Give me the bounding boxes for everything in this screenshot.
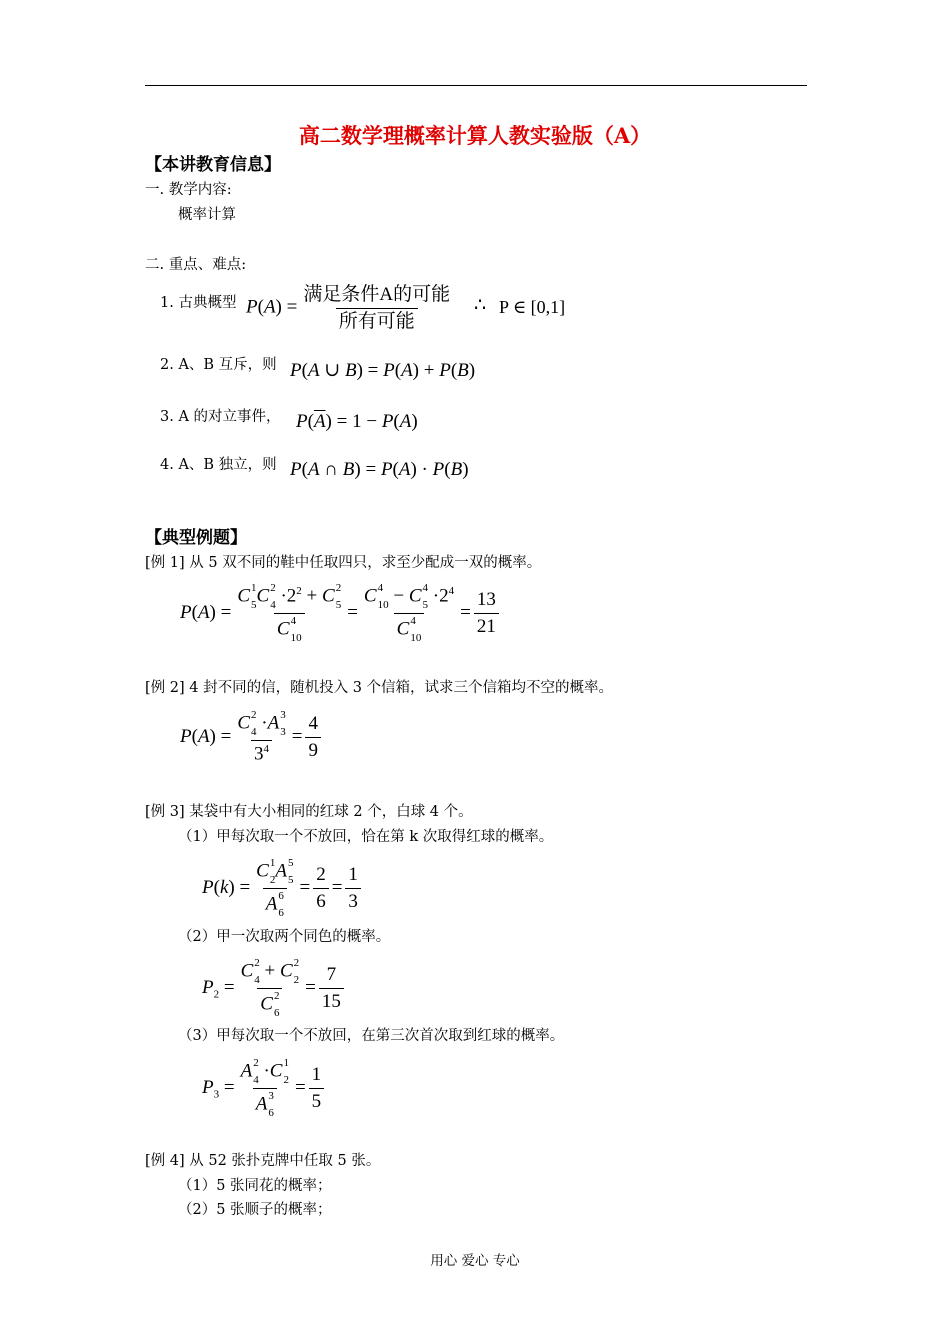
section-examples-heading: 【典型例题】: [145, 528, 247, 548]
example-3-formula-2: $P_2$ = C 2 4 + C 2 2 C 2 6 = $\frac{7}{15}$: [202, 958, 347, 1019]
fraction-denominator: 3: [345, 888, 361, 913]
example-2-result-numerator: 4: [308, 713, 318, 735]
fraction-numerator: 满足条件A的可能: [303, 284, 451, 305]
example-4-question-1: （1）5 张同花的概率；: [178, 1178, 332, 1194]
example-3-text: [例 3] 某袋中有大小相同的红球 2 个，白球 4 个。: [145, 804, 473, 820]
example-3-formula-3: $P_3$ = A 2 4 ·C 1 2 A 3 6 = $\frac{1}{5}$: [202, 1058, 327, 1119]
keypoint-3-formula: $P(\overline{A}) = 1 - P(A)$: [296, 411, 418, 432]
content-text: 概率计算: [178, 207, 236, 223]
keypoint-1-label: 1. 古典概型: [160, 295, 237, 311]
keypoint-4-label: 4. A、B 独立，则: [160, 457, 277, 473]
example-4-text: [例 4] 从 52 张扑克牌中任取 5 张。: [145, 1153, 381, 1169]
therefore-symbol: ∴: [474, 295, 487, 316]
fraction-numerator: 2: [316, 864, 326, 886]
example-3-formula-1: P(k) = C 1 2 A 5 5 A 6 6 = $\frac{2}{6}$ = $\frac{1}{3}$: [202, 858, 364, 919]
example-2-result-denominator: 9: [305, 737, 321, 762]
classical-fraction: [300, 284, 453, 333]
example-3-question-2: （2）甲一次取两个同色的概率。: [178, 929, 391, 945]
fraction-denominator: 5: [309, 1088, 325, 1113]
example-1-formula: P(A) = C 1 5 C 2 4 $\cdot 2^2 + C$ 2 5 C 4 10 = C 4 10 − C 4 5 $\cdot 2^4$ C 4 10 = $\frac{13}{21}$: [180, 583, 502, 644]
example-1-text: [例 1] 从 5 双不同的鞋中任取四只，求至少配成一双的概率。: [145, 555, 542, 571]
page-footer: 用心 爱心 专心: [430, 1253, 520, 1269]
keypoint-3-label: 3. A 的对立事件，: [160, 409, 281, 425]
keypoint-1-formula: P(A) = $\frac{\text{满足条件A的可能}}{\text{所有可能}}$: [246, 284, 456, 333]
keypoint-2-formula: P(A ∪ B) = P(A) + P(B): [290, 360, 476, 381]
fraction-numerator: 1: [311, 1064, 322, 1086]
fraction-denominator: 15: [319, 988, 344, 1013]
example-2-text: [例 2] 4 封不同的信，随机投入 3 个信箱，试求三个信箱均不空的概率。: [145, 680, 614, 696]
fraction-numerator: 7: [326, 964, 337, 986]
example-3-question-1: （1）甲每次取一个不放回，恰在第 k 次取得红球的概率。: [178, 829, 554, 845]
example-1-result-denominator: 21: [474, 613, 499, 638]
keypoints-heading: 二. 重点、难点:: [145, 257, 247, 273]
example-4-question-2: （2）5 张顺子的概率；: [178, 1202, 332, 1218]
fraction-denominator: 6: [313, 888, 329, 913]
fraction-denominator: 所有可能: [336, 308, 418, 333]
content-heading: 一. 教学内容:: [145, 182, 232, 198]
fraction-numerator: 1: [348, 864, 358, 886]
example-1-result-numerator: 13: [476, 589, 496, 611]
page-title: 高二数学理概率计算人教实验版（A）: [298, 123, 652, 148]
example-3-question-3: （3）甲每次取一个不放回，在第三次首次取到红球的概率。: [178, 1028, 565, 1044]
section-info-heading: 【本讲教育信息】: [145, 155, 281, 175]
header-rule: [145, 85, 807, 86]
keypoint-2-label: 2. A、B 互斥，则: [160, 357, 277, 373]
probability-range: P ∈ [0,1]: [499, 297, 566, 317]
example-2-formula: P(A) = C 2 4 ·A 3 3 $3^4$ = $\frac{4}{9}$: [180, 710, 324, 765]
keypoint-4-formula: P(A ∩ B) = P(A) · P(B): [290, 459, 469, 480]
